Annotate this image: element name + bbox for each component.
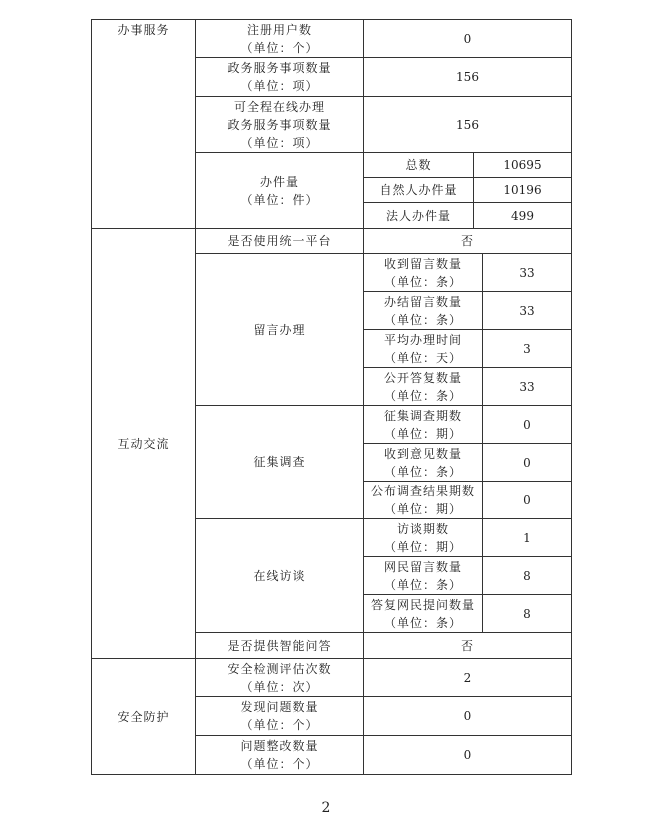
interview-questions-label-cell [364, 557, 482, 594]
interview-periods-label: 访谈期数 [396, 521, 449, 536]
volume-legal-label-cell [364, 203, 473, 228]
messages-closed-value: 33 [519, 303, 535, 318]
survey-periods-label: 征集调查期数 [383, 408, 462, 423]
unified-platform-label-cell [196, 229, 363, 253]
smart-qa-label: 是否提供智能问答 [227, 638, 332, 653]
sec-fixed-label: 问题整改数量 [240, 739, 319, 753]
registered-users-unit: （单位：个） [240, 40, 319, 55]
section-service-label: 办事服务 [117, 23, 170, 37]
volume-legal-value: 499 [511, 208, 534, 223]
service-items-value: 156 [456, 70, 479, 84]
service-items-label: 政务服务事项数量 [227, 61, 332, 75]
sec-tests-unit: （单位：次） [240, 679, 319, 694]
interview-questions-value: 8 [523, 568, 531, 583]
volume-label-cell [196, 153, 363, 228]
section-service [92, 20, 195, 40]
survey-results-value: 0 [523, 493, 531, 507]
sec-issues-label: 发现问题数量 [240, 700, 319, 714]
survey-results-value-cell [483, 482, 571, 518]
messages-received-label: 收到留言数量 [383, 256, 462, 271]
messages-public-value-cell [483, 368, 571, 405]
smart-qa-value-cell [364, 633, 571, 658]
survey-results-unit: （单位：期） [383, 502, 462, 516]
registered-users-label: 注册用户数 [246, 22, 312, 37]
interview-questions-value-cell [483, 557, 571, 594]
messages-closed-unit: （单位：条） [383, 312, 462, 327]
unified-platform-value-cell [364, 229, 571, 253]
messages-public-value: 33 [519, 379, 535, 394]
service-items-unit: （单位：项） [240, 79, 319, 93]
interview-answers-label: 答复网民提问数量 [370, 597, 475, 612]
survey-periods-unit: （单位：期） [383, 426, 462, 441]
survey-opinions-label: 收到意见数量 [383, 446, 462, 461]
online-items-value: 156 [456, 117, 479, 132]
interview-answers-label-cell [364, 595, 482, 632]
survey-opinions-unit: （单位：条） [383, 464, 462, 479]
survey-periods-value: 0 [523, 417, 531, 432]
sec-fixed-value: 0 [463, 748, 472, 762]
volume-natural-value-cell [474, 178, 571, 202]
interview-group-cell [196, 519, 363, 632]
messages-avg-time-unit: （单位：天） [383, 350, 462, 365]
messages-closed-label-cell [364, 292, 482, 329]
messages-received-value: 33 [519, 265, 535, 280]
registered-users-value-cell [364, 20, 571, 57]
survey-periods-value-cell [483, 406, 571, 443]
messages-avg-time-label-cell [364, 330, 482, 367]
interview-answers-value: 8 [523, 606, 531, 621]
messages-avg-time-value: 3 [523, 341, 531, 356]
survey-results-label-cell [364, 482, 482, 518]
section-security-label: 安全防护 [117, 709, 170, 724]
survey-results-label: 公布调查结果期数 [370, 484, 475, 498]
messages-received-value-cell [483, 254, 571, 291]
service-items-value-cell [364, 58, 571, 96]
interview-periods-value: 1 [523, 530, 531, 545]
interview-periods-value-cell [483, 519, 571, 556]
messages-received-unit: （单位：条） [383, 274, 462, 289]
interview-group-label: 在线访谈 [253, 568, 306, 583]
volume-label: 办件量 [259, 174, 299, 189]
registered-users-value: 0 [463, 31, 472, 46]
survey-opinions-label-cell [364, 444, 482, 481]
sec-issues-label-cell [196, 697, 363, 735]
service-items-label-cell [196, 58, 363, 96]
messages-public-label-cell [364, 368, 482, 405]
sec-tests-label-cell [196, 659, 363, 696]
sec-issues-value: 0 [463, 709, 472, 723]
sec-tests-value-cell [364, 659, 571, 696]
volume-legal-value-cell [474, 203, 571, 228]
volume-unit: （单位：件） [240, 192, 319, 207]
smart-qa-value: 否 [460, 638, 474, 653]
survey-opinions-value: 0 [523, 455, 531, 470]
section-interaction-label: 互动交流 [117, 436, 170, 451]
interview-periods-label-cell [364, 519, 482, 556]
messages-closed-value-cell [483, 292, 571, 329]
smart-qa-label-cell [196, 633, 363, 658]
messages-group-cell [196, 254, 363, 405]
volume-natural-label-cell [364, 178, 473, 202]
sec-fixed-unit: （单位：个） [240, 757, 319, 771]
online-items-label-1: 可全程在线办理 [233, 99, 325, 114]
volume-total-label: 总数 [405, 158, 432, 172]
online-items-unit: （单位：项） [240, 135, 319, 150]
messages-avg-time-label: 平均办理时间 [383, 332, 462, 347]
unified-platform-label: 是否使用统一平台 [227, 234, 332, 248]
volume-total-label-cell [364, 153, 473, 177]
sec-tests-value: 2 [463, 670, 472, 685]
volume-natural-label: 自然人办件量 [379, 183, 458, 197]
messages-avg-time-value-cell [483, 330, 571, 367]
sec-issues-unit: （单位：个） [240, 718, 319, 732]
survey-periods-label-cell [364, 406, 482, 443]
messages-public-unit: （单位：条） [383, 388, 462, 403]
messages-group-label: 留言办理 [253, 322, 306, 337]
interview-questions-unit: （单位：条） [383, 577, 462, 592]
interview-answers-value-cell [483, 595, 571, 632]
volume-legal-label: 法人办件量 [385, 208, 451, 223]
unified-platform-value: 否 [460, 234, 474, 248]
sec-fixed-label-cell [196, 736, 363, 774]
interview-answers-unit: （单位：条） [383, 615, 462, 630]
table-border-bottom [91, 774, 572, 775]
survey-group-label: 征集调查 [253, 455, 306, 469]
table-border-right [571, 19, 572, 775]
messages-public-label: 公开答复数量 [383, 370, 462, 385]
messages-closed-label: 办结留言数量 [383, 294, 462, 309]
section-security [92, 659, 195, 774]
sec-fixed-value-cell [364, 736, 571, 774]
sec-issues-value-cell [364, 697, 571, 735]
volume-total-value: 10695 [503, 158, 542, 172]
online-items-label-cell [196, 97, 363, 152]
sec-tests-label: 安全检测评估次数 [227, 661, 332, 676]
messages-received-label-cell [364, 254, 482, 291]
online-items-value-cell [364, 97, 571, 152]
registered-users-label-cell [196, 20, 363, 57]
survey-opinions-value-cell [483, 444, 571, 481]
survey-group-cell [196, 406, 363, 518]
volume-natural-value: 10196 [503, 183, 542, 197]
interview-questions-label: 网民留言数量 [383, 559, 462, 574]
online-items-label-2: 政务服务事项数量 [227, 117, 332, 132]
interview-periods-unit: （单位：期） [383, 539, 462, 554]
page-number: 2 [321, 800, 331, 816]
volume-total-value-cell [474, 153, 571, 177]
section-interaction [92, 229, 195, 658]
